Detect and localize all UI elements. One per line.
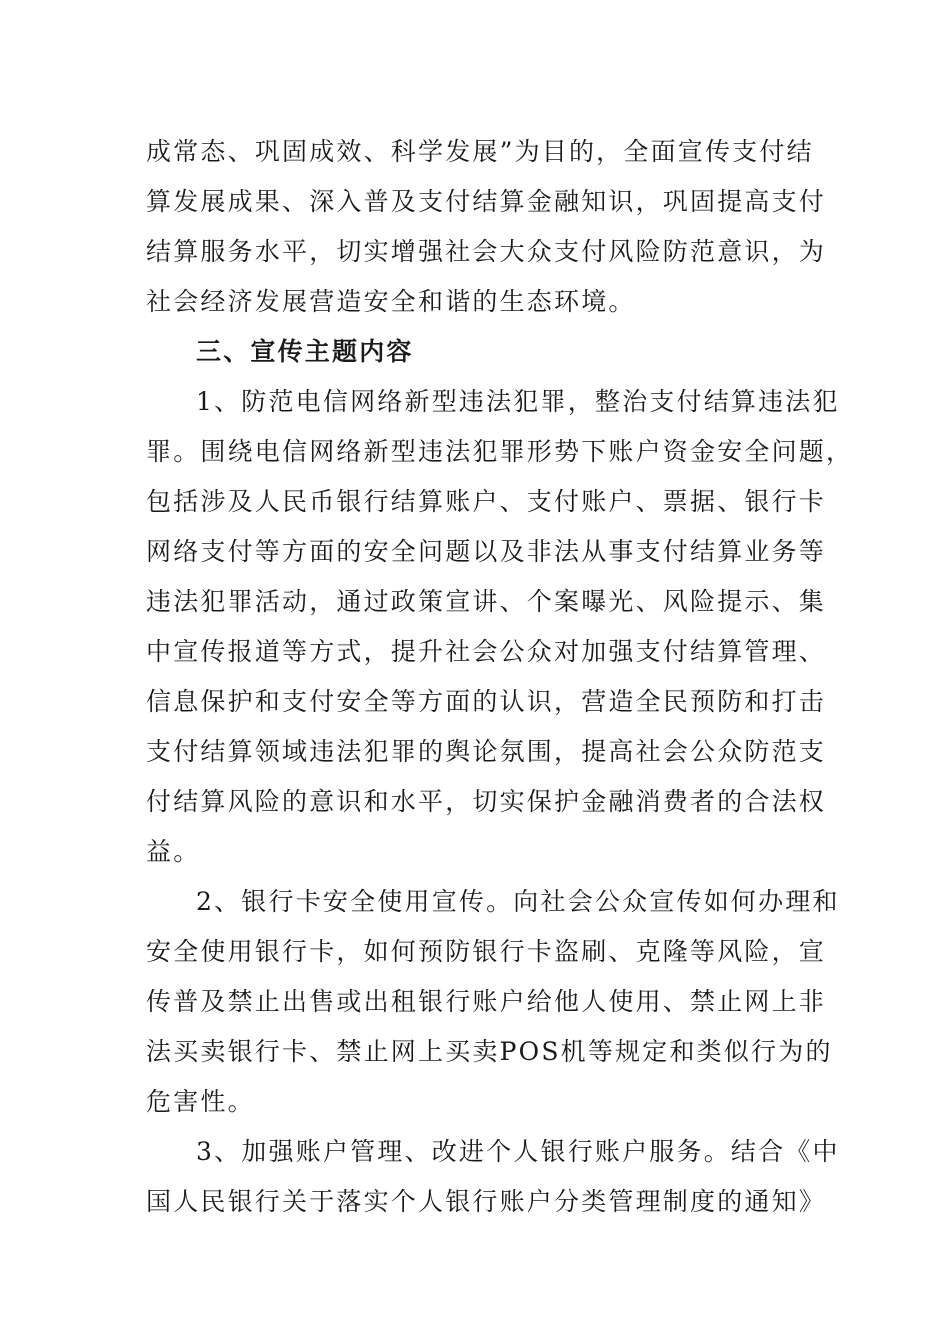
paragraph-line: 传普及禁止出售或出租银行账户给他人使用、禁止网上非: [146, 987, 827, 1016]
paragraph-line: 成常态、巩固成效、科学发展”为目的，全面宣传支付结: [146, 137, 814, 166]
paragraph-line: 益。: [146, 837, 201, 866]
paragraph-line: 3、加强账户管理、改进个人银行账户服务。结合《中: [196, 1137, 840, 1166]
paragraph-line: 罪。围绕电信网络新型违法犯罪形势下账户资金安全问题，: [146, 437, 854, 466]
paragraph-line: 算发展成果、深入普及支付结算金融知识，巩固提高支付: [146, 187, 827, 216]
paragraph-line: 网络支付等方面的安全问题以及非法从事支付结算业务等: [146, 537, 827, 566]
paragraph-line: 信息保护和支付安全等方面的认识，营造全民预防和打击: [146, 687, 827, 716]
section-heading: 三、宣传主题内容: [196, 337, 414, 366]
paragraph-line: 社会经济发展营造安全和谐的生态环境。: [146, 287, 636, 316]
paragraph-line: 危害性。: [146, 1087, 255, 1116]
paragraph-line: 结算服务水平，切实增强社会大众支付风险防范意识，为: [146, 237, 827, 266]
paragraph-line: 支付结算领域违法犯罪的舆论氛围，提高社会公众防范支: [146, 737, 827, 766]
paragraph-line: 包括涉及人民币银行结算账户、支付账户、票据、银行卡: [146, 487, 827, 516]
paragraph-line: 中宣传报道等方式，提升社会公众对加强支付结算管理、: [146, 637, 827, 666]
paragraph-line: 2、银行卡安全使用宣传。向社会公众宣传如何办理和: [196, 887, 840, 916]
paragraph-line: 违法犯罪活动，通过政策宣讲、个案曝光、风险提示、集: [146, 587, 827, 616]
paragraph-line: 法买卖银行卡、禁止网上买卖POS机等规定和类似行为的: [146, 1037, 833, 1066]
paragraph-line: 付结算风险的意识和水平，切实保护金融消费者的合法权: [146, 787, 827, 816]
paragraph-line: 1、防范电信网络新型违法犯罪，整治支付结算违法犯: [196, 387, 840, 416]
paragraph-line: 安全使用银行卡，如何预防银行卡盗刷、克隆等风险，宣: [146, 937, 827, 966]
paragraph-line: 国人民银行关于落实个人银行账户分类管理制度的通知》: [146, 1187, 827, 1216]
